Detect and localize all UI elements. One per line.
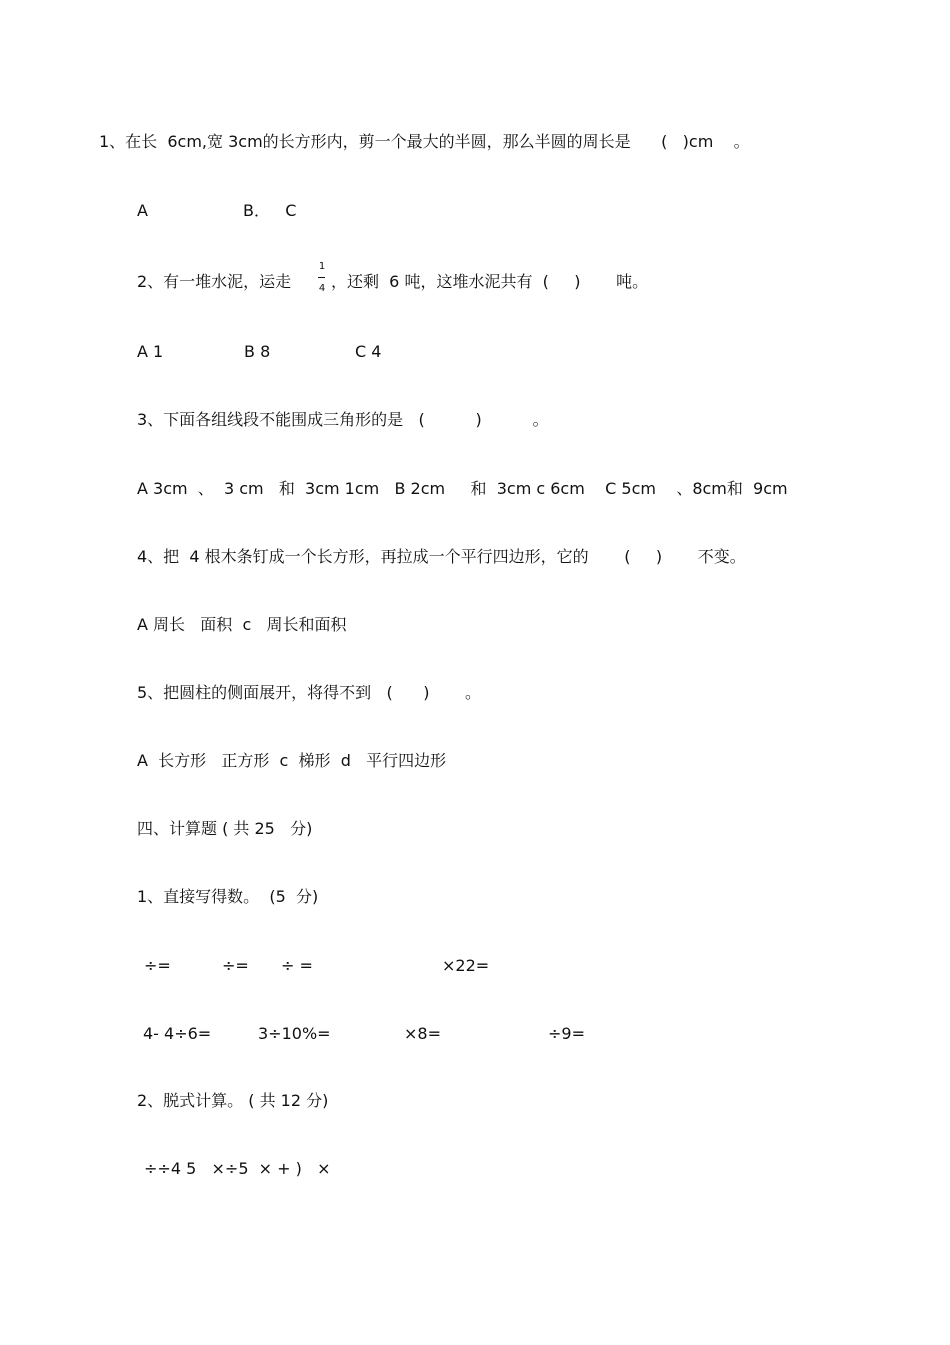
question-2-option-b: B 8 <box>244 342 271 361</box>
question-2-option-a: A 1 <box>137 342 164 361</box>
question-5-options: A 长方形 正方形 c 梯形 d 平行四边形 <box>137 751 447 770</box>
calc-row1-item4: ×22= <box>442 956 490 975</box>
calc-row1-item1: ÷= <box>144 956 171 975</box>
question-5: 5、把圆柱的侧面展开，将得不到 ( ) 。 <box>137 683 482 702</box>
question-1: 1、在长 6cm,宽 3cm的长方形内，剪一个最大的半圆，那么半圆的周长是 ( )cm 。 <box>99 132 750 151</box>
calc-row2-item1: 4- 4÷6= <box>143 1024 212 1043</box>
question-1-option-a: A <box>137 201 148 220</box>
question-2-before: 2、有一堆水泥，运走 <box>137 272 292 291</box>
calc-row1-item2: ÷= <box>222 956 249 975</box>
calc-row2-item3: ×8= <box>404 1024 441 1043</box>
fraction-denominator: 4 <box>318 283 326 294</box>
section-4-title: 四、计算题 ( 共 25 分) <box>137 819 313 838</box>
stepwise-row1: ÷÷4 5 ×÷5 × + ) × <box>144 1159 331 1178</box>
calc-row2-item2: 3÷10%= <box>258 1024 331 1043</box>
fraction-bar <box>318 277 325 278</box>
calc-row1-item3: ÷ = <box>281 956 313 975</box>
question-3-options: A 3cm 、 3 cm 和 3cm 1cm B 2cm 和 3cm c 6cm C 5cm 、8cm和 9cm <box>137 479 788 498</box>
question-1-option-b: B． C <box>243 201 297 220</box>
calc-row2-item4: ÷9= <box>548 1024 585 1043</box>
question-2-after: ，还剩 6 吨，这堆水泥共有 ( ) 吨。 <box>331 272 649 291</box>
question-2-option-c: C 4 <box>355 342 382 361</box>
subsection-1-title: 1、直接写得数。 (5 分) <box>137 887 319 906</box>
subsection-2-title: 2、脱式计算。 ( 共 12 分) <box>137 1091 329 1110</box>
question-4-options: A 周长 面积 c 周长和面积 <box>137 615 347 634</box>
fraction-numerator: 1 <box>318 261 326 272</box>
question-4: 4、把 4 根木条钉成一个长方形，再拉成一个平行四边形，它的 ( ) 不变。 <box>137 547 746 566</box>
question-3: 3、下面各组线段不能围成三角形的是 ( ) 。 <box>137 410 549 429</box>
